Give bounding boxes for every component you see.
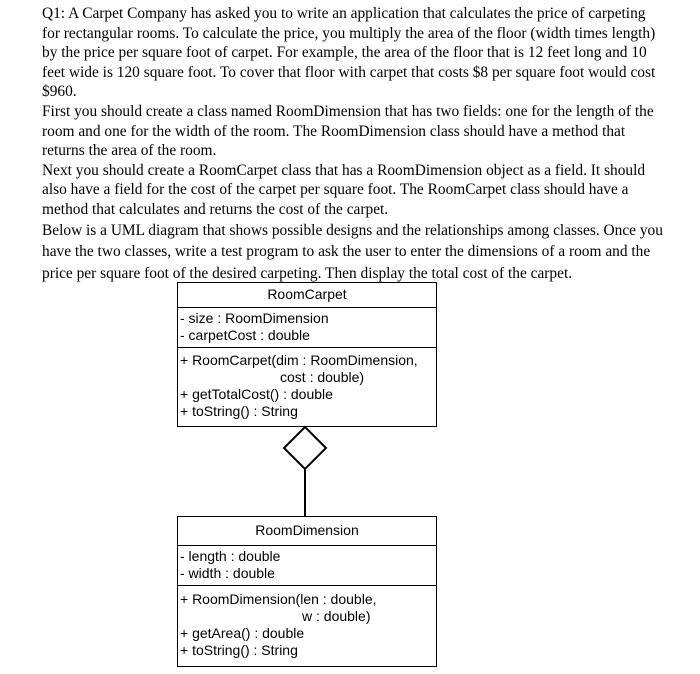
uml-method: + toString() : String xyxy=(180,642,298,658)
question-paragraph-room-dimension: First you should create a class named RoomDimension that has two fields: one for the length of the room and one for the width of the room. The RoomDimension class should have a method that returns the area of the room. xyxy=(42,102,654,160)
uml-method-constructor: + RoomDimension(len : double, xyxy=(180,591,377,607)
uml-method-constructor-continuation: cost : double) xyxy=(280,369,365,385)
question-paragraph-room-carpet: Next you should create a RoomCarpet class that has a RoomDimension object as a field. It should also have a field for the cost of the carpet per square foot. The RoomCarpet class should have a method that calculates and returns the cost of the carpet. xyxy=(42,161,646,218)
question-paragraph-uml-intro: Below is a UML diagram that shows possible designs and the relationships among classes. Once you have the two classes, write a test program to ask the user to enter the dimensions of a room and the price per square foot of the desired carpeting. Then display the total cost of the carpet. xyxy=(42,221,663,282)
uml-method-constructor: + RoomCarpet(dim : RoomDimension, xyxy=(180,352,418,368)
uml-methods-section xyxy=(178,585,436,666)
uml-class-name: RoomCarpet xyxy=(178,283,436,308)
uml-class-room-dimension xyxy=(177,516,437,667)
uml-field: - width : double xyxy=(180,565,275,581)
uml-field: - size : RoomDimension xyxy=(180,310,329,326)
uml-field: - length : double xyxy=(180,548,281,564)
uml-method-constructor-continuation: w : double) xyxy=(302,608,371,624)
question-paragraph-intro: Q1: A Carpet Company has asked you to write an application that calculates the price of carpeting for rectangular rooms. To calculate the price, you multiply the area of the floor (width times length) by the price per square foot of carpet. For example, the area of the floor that is 12 feet long and 10 feet wide is 120 square foot. To cover that floor with carpet that costs $8 per square foot would cost $960. xyxy=(42,5,656,101)
uml-method: + getArea() : double xyxy=(180,625,305,641)
composition-diamond-icon xyxy=(284,427,326,469)
uml-field: - carpetCost : double xyxy=(180,327,310,343)
uml-method: + toString() : String xyxy=(180,403,298,419)
uml-fields-section xyxy=(178,546,436,585)
uml-method: + getTotalCost() : double xyxy=(180,386,333,402)
uml-class-name: RoomDimension xyxy=(178,517,436,546)
